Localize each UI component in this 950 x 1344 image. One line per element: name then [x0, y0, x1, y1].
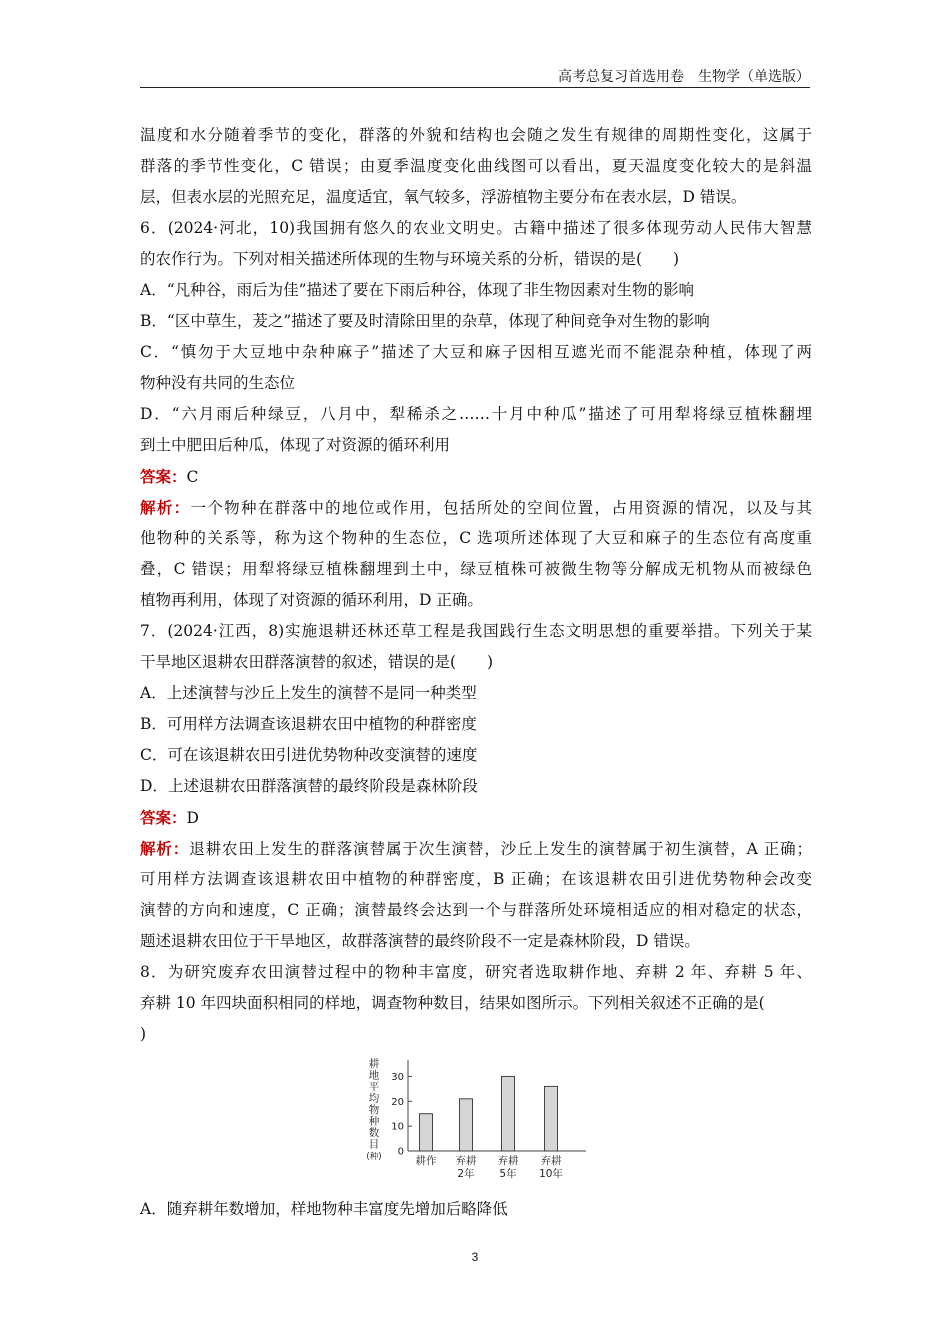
species-bar-chart	[140, 1054, 812, 1184]
document-body	[140, 120, 812, 1225]
bar-chart-svg	[364, 1054, 594, 1184]
x-tick-label: 弃耕	[540, 1155, 562, 1167]
y-axis-label-char: 物	[368, 1104, 380, 1116]
y-axis-label-char: (种)	[366, 1152, 382, 1162]
question-7-explanation: 可用样方法调查该退耕农田中植物的种群密度，B 正确；在该退耕农田引进优势物种会改变	[140, 870, 812, 888]
header-rule	[140, 87, 810, 88]
question-8-stem: 8．为研究废弃农田演替过程中的物种丰富度，研究者选取耕作地、弃耕 2 年、弃耕 5 年、	[140, 963, 812, 981]
question-7-option-b: B．可用样方法调查该退耕农田中植物的种群密度	[140, 715, 477, 733]
x-tick-label: 弃耕	[497, 1155, 519, 1167]
question-6-explanation	[140, 492, 812, 523]
y-axis-label-char: 地	[368, 1069, 380, 1082]
x-tick-label: 5年	[499, 1168, 517, 1180]
y-tick-label: 20	[391, 1096, 404, 1108]
question-6-stem: 的农作行为。下列对相关描述所体现的生物与环境关系的分析，错误的是( )	[140, 250, 680, 268]
answer-value: D	[186, 809, 199, 827]
question-7-explanation: 题述退耕农田位于干旱地区，故群落演替的最终阶段不一定是森林阶段，D 错误。	[140, 932, 700, 950]
answer-label: 答案：	[140, 467, 187, 486]
question-7-explanation: 演替的方向和速度，C 正确；演替最终会达到一个与群落所处环境相适应的相对稳定的状态，	[140, 901, 812, 919]
question-6-answer	[140, 461, 812, 492]
text-line: 层，但表水层的光照充足，温度适宜，氧气较多，浮游植物主要分布在表水层，D 错误。	[140, 188, 747, 206]
y-axis-label-char: 种	[368, 1115, 380, 1128]
y-axis-label-char: 平	[368, 1081, 380, 1093]
question-8-stem: 弃耕 10 年四块面积相同的样地，调查物种数目，结果如图所示。下列相关叙述不正确的是(	[140, 994, 765, 1012]
question-7-option-c: C．可在该退耕农田引进优势物种改变演替的速度	[140, 746, 478, 764]
y-axis-label-char: 均	[368, 1092, 380, 1105]
bar	[502, 1076, 515, 1151]
question-7-option-d: D．上述退耕农田群落演替的最终阶段是森林阶段	[140, 777, 478, 795]
question-6-explanation: 叠，C 错误；用犁将绿豆植株翻埋到土中，绿豆植株可被微生物等分解成无机物从而被绿色	[140, 560, 812, 578]
question-6-explanation: 植物再利用，体现了对资源的循环利用，D 正确。	[140, 591, 483, 609]
y-tick-label: 0	[397, 1146, 404, 1158]
bar	[420, 1114, 433, 1151]
text-line: 群落的季节性变化，C 错误；由夏季温度变化曲线图可以看出，夏天温度变化较大的是斜温	[140, 157, 812, 175]
explanation-text: 一个物种在群落中的地位或作用，包括所处的空间位置，占用资源的情况，以及与其	[190, 499, 812, 517]
bar	[545, 1086, 558, 1151]
explanation-text: 退耕农田上发生的群落演替属于次生演替，沙丘上发生的演替属于初生演替，A 正确；	[189, 840, 812, 858]
x-tick-label: 耕作	[415, 1155, 437, 1167]
y-axis-label-char: 耕	[368, 1058, 380, 1070]
x-tick-label: 2年	[457, 1168, 475, 1180]
question-7-stem: 干旱地区退耕农田群落演替的叙述，错误的是( )	[140, 653, 494, 671]
y-tick-label: 30	[391, 1071, 404, 1083]
question-6-option-c: 物种没有共同的生态位	[140, 374, 296, 392]
question-7-stem: 7．(2024·江西，8)实施退耕还林还草工程是我国践行生态文明思想的重要举措。下列关于某	[140, 622, 812, 640]
question-8-stem: )	[140, 1025, 147, 1043]
page-header: 高考总复习首选用卷 生物学（单选版）	[558, 69, 810, 85]
question-6-option-d: D．“六月雨后种绿豆，八月中，犁稀杀之……十月中种瓜”描述了可用犁将绿豆植株翻埋	[140, 405, 812, 423]
question-6-option-b: B．“区中草生，茇之”描述了要及时清除田里的杂草，体现了种间竞争对生物的影响	[140, 312, 710, 330]
x-tick-label: 弃耕	[455, 1155, 477, 1167]
question-6-option-d: 到土中肥田后种瓜，体现了对资源的循环利用	[140, 436, 451, 454]
x-tick-label: 10年	[539, 1168, 563, 1180]
question-6-option-c: C．“慎勿于大豆地中杂种麻子”描述了大豆和麻子因相互遮光而不能混杂种植，体现了两	[140, 343, 812, 361]
y-axis-label-char: 目	[368, 1138, 380, 1151]
answer-value: C	[186, 468, 199, 486]
answer-label: 答案：	[140, 808, 187, 827]
page-number: 3	[471, 1250, 479, 1264]
text-line: 温度和水分随着季节的变化，群落的外貌和结构也会随之发生有规律的周期性变化，这属于	[140, 126, 812, 144]
question-6-option-a: A．“凡种谷，雨后为佳”描述了要在下雨后种谷，体现了非生物因素对生物的影响	[140, 281, 695, 299]
question-8-option-a: A．随弃耕年数增加，样地物种丰富度先增加后略降低	[140, 1200, 508, 1218]
explanation-label: 解析：	[140, 498, 191, 517]
question-7-explanation	[140, 833, 812, 864]
question-6-stem: 6．(2024·河北，10)我国拥有悠久的农业文明史。古籍中描述了很多体现劳动人民伟大智慧	[140, 219, 812, 237]
y-axis-label-char: 数	[368, 1127, 380, 1139]
explanation-label: 解析：	[140, 839, 190, 858]
question-6-explanation: 他物种的关系等，称为这个物种的生态位，C 选项所述体现了大豆和麻子的生态位有高度重	[140, 529, 812, 547]
y-tick-label: 10	[391, 1121, 404, 1133]
question-7-option-a: A．上述演替与沙丘上发生的演替不是同一种类型	[140, 684, 477, 702]
bar	[460, 1099, 473, 1151]
question-7-answer	[140, 802, 812, 833]
